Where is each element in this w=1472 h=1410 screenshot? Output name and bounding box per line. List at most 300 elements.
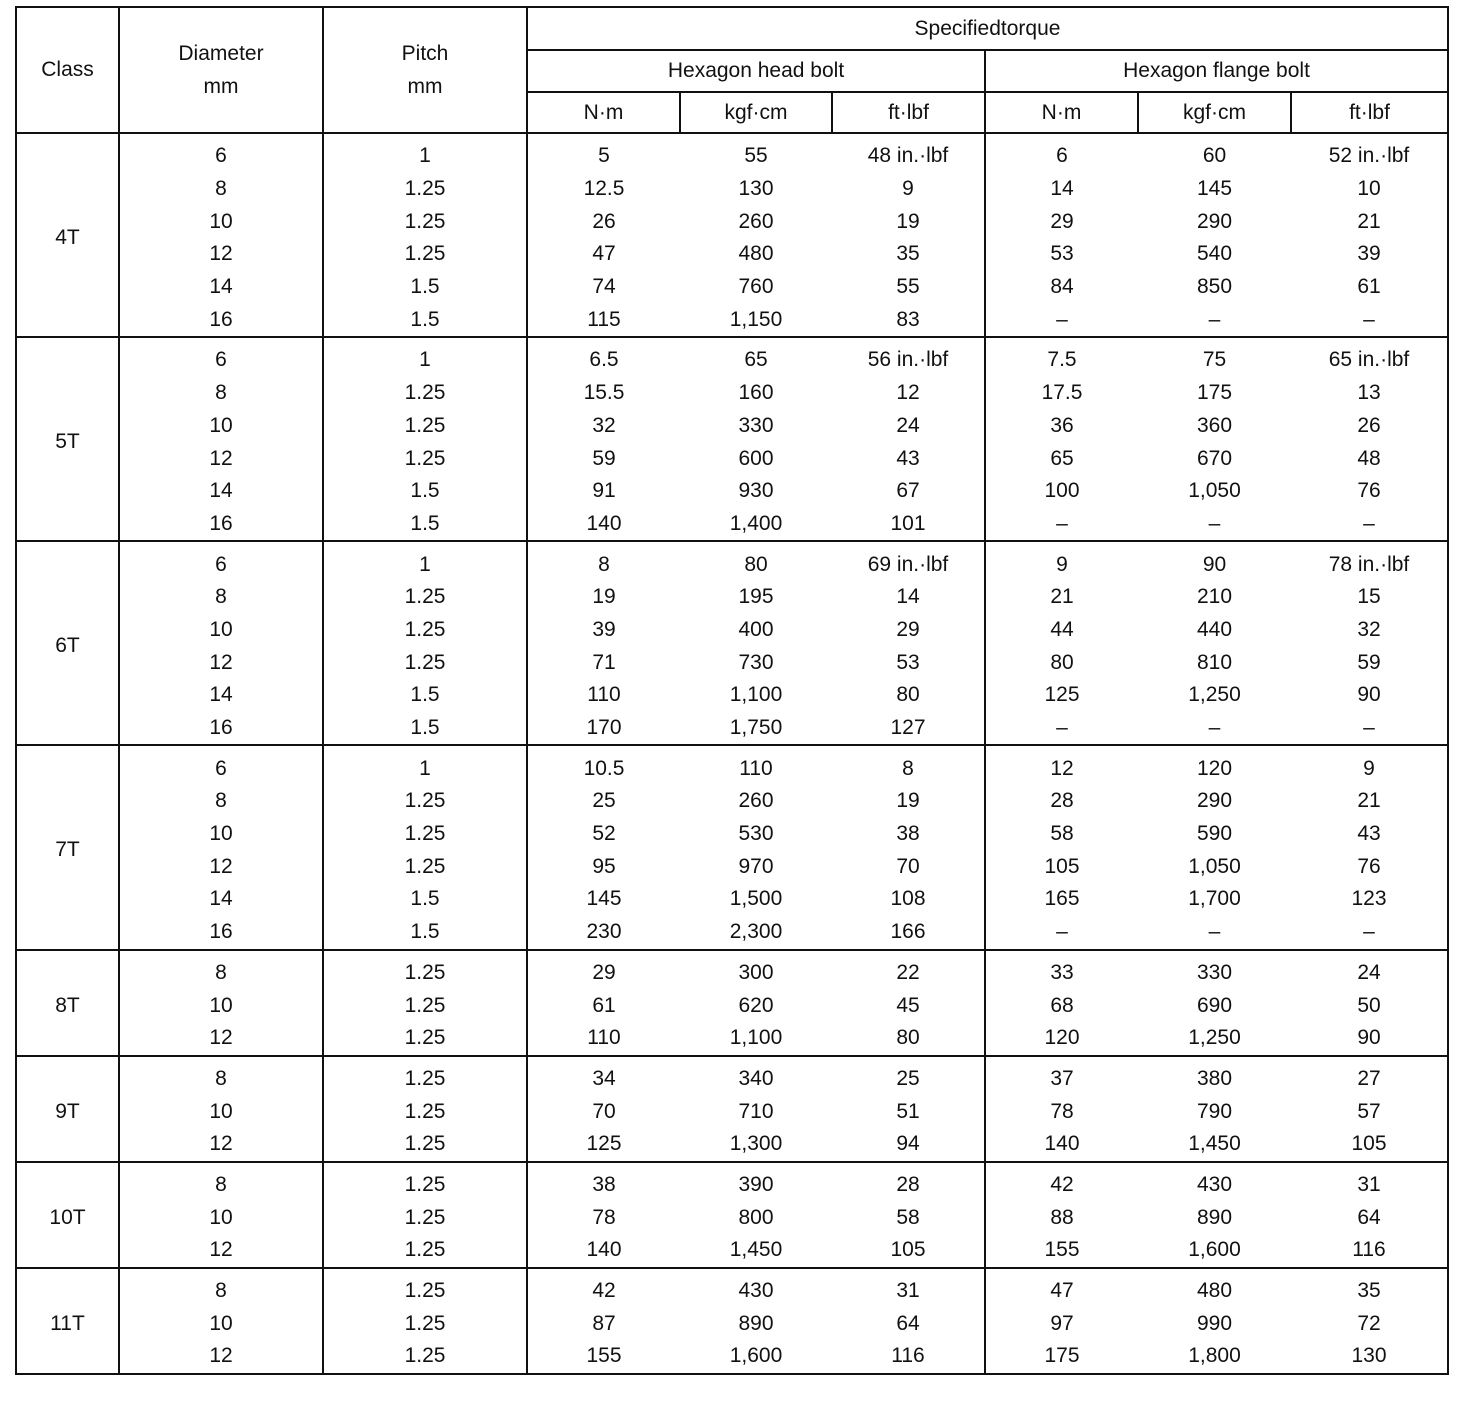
pitch-cell: 1.25 [323, 173, 527, 206]
pitch-cell: 1.25 [323, 850, 527, 883]
head-bolt-nm-cell: 25 [527, 785, 680, 818]
flange-bolt-ftlbf-cell: 48 [1291, 442, 1448, 475]
pitch-cell: 1.25 [323, 410, 527, 443]
head-bolt-nm-cell: 39 [527, 614, 680, 647]
flange-bolt-kgfcm-cell: 1,250 [1188, 683, 1241, 707]
table-row [16, 541, 1448, 581]
table-row [16, 712, 1448, 746]
table-row [16, 1234, 1448, 1268]
head-bolt-ftlbf-cell: 69 in.·lbf [832, 541, 985, 581]
head-bolt-nm-cell: 74 [527, 271, 680, 304]
diameter-cell: 10 [119, 1307, 323, 1340]
table-body [16, 133, 1448, 1374]
flange-bolt-ftlbf-cell: 21 [1291, 205, 1448, 238]
class-cell: 4T [16, 133, 119, 337]
head-bolt-kgfcm-cell: 800 [738, 1205, 774, 1229]
table-row [16, 950, 1448, 990]
flange-bolt-nm-cell: 84 [985, 271, 1138, 304]
flange-bolt-ftlbf-cell: 105 [1291, 1128, 1448, 1162]
head-bolt-kgfcm-cell: 1,150 [729, 307, 783, 331]
pitch-cell: 1.25 [323, 1022, 527, 1056]
head-bolt-kgfcm-cell: 300 [680, 950, 832, 990]
flange-bolt-ftlbf-cell: 123 [1291, 883, 1448, 916]
head-bolt-nm-cell: 8 [527, 541, 680, 581]
table-row [16, 785, 1448, 818]
table-row [16, 1307, 1448, 1340]
diameter-cell: 6 [119, 133, 323, 173]
table-row [16, 1162, 1448, 1202]
head-bolt-nm-cell: 42 [527, 1268, 680, 1308]
head-bolt-nm-cell: 32 [527, 410, 680, 443]
diameter-cell: 10 [119, 614, 323, 647]
flange-bolt-ftlbf-cell: – [1291, 712, 1448, 746]
flange-bolt-kgfcm-cell: 290 [1196, 789, 1233, 813]
flange-bolt-nm-cell: 97 [985, 1307, 1138, 1340]
flange-bolt-kgfcm-cell: 810 [1196, 650, 1233, 674]
class-cell: 7T [16, 745, 119, 949]
head-bolt-kgfcm-cell: 195 [738, 585, 774, 609]
head-bolt-ftlbf-cell: 64 [896, 1311, 920, 1335]
flange-bolt-nm-cell: 14 [985, 173, 1138, 206]
head-bolt-kgfcm-cell: 760 [738, 275, 774, 299]
flange-bolt-ftlbf-cell: – [1291, 303, 1448, 337]
flange-bolt-kgfcm-cell: 540 [1196, 242, 1233, 266]
table-row [16, 614, 1448, 647]
pitch-cell: 1.5 [323, 508, 527, 542]
flange-bolt-ftlbf-cell: 9 [1291, 745, 1448, 785]
table-row [16, 205, 1448, 238]
head-bolt-ftlbf-cell: 80 [896, 1026, 920, 1050]
head-bolt-ftlbf-cell: 127 [890, 716, 926, 740]
pitch-cell: 1.25 [323, 1307, 527, 1340]
pitch-cell: 1.25 [323, 1201, 527, 1234]
unit-header-flange-kgfcm: kgf·cm [1138, 92, 1291, 133]
pitch-header-label: Pitch [401, 42, 449, 65]
head-bolt-nm-cell: 15.5 [527, 377, 680, 410]
flange-bolt-ftlbf-cell: 15 [1291, 581, 1448, 614]
head-bolt-ftlbf-cell: 28 [832, 1162, 985, 1202]
head-bolt-ftlbf-cell: 22 [832, 950, 985, 990]
flange-bolt-kgfcm-cell: 1,800 [1138, 1340, 1291, 1374]
table-row [16, 1268, 1448, 1308]
pitch-cell: 1 [323, 337, 527, 377]
diameter-cell: 12 [119, 442, 323, 475]
class-cell: 5T [16, 337, 119, 541]
head-bolt-ftlbf-cell: 56 in.·lbf [832, 337, 985, 377]
head-bolt-kgfcm-cell: 1,500 [729, 887, 783, 911]
pitch-header-unit: mm [407, 75, 443, 98]
head-bolt-ftlbf-cell: 24 [896, 413, 920, 437]
flange-bolt-kgfcm-cell: 360 [1196, 413, 1233, 437]
table-row [16, 337, 1448, 377]
table-header [16, 7, 1448, 133]
pitch-cell: 1.5 [323, 883, 527, 916]
head-bolt-kgfcm-cell: 390 [680, 1162, 832, 1202]
head-bolt-kgfcm-cell: 2,300 [729, 920, 783, 944]
head-bolt-kgfcm-cell: 65 [680, 337, 832, 377]
hexagon-flange-bolt-header: Hexagon flange bolt [985, 50, 1448, 92]
head-bolt-ftlbf-cell: 116 [832, 1340, 985, 1374]
diameter-cell: 10 [119, 1095, 323, 1128]
flange-bolt-ftlbf-cell: 76 [1291, 850, 1448, 883]
head-bolt-kgfcm-cell: 1,100 [729, 1026, 783, 1050]
head-bolt-ftlbf-cell: 70 [896, 854, 920, 878]
flange-bolt-kgfcm-cell: 175 [1196, 381, 1233, 405]
flange-bolt-kgfcm-cell: 480 [1138, 1268, 1291, 1308]
head-bolt-nm-cell: 59 [527, 442, 680, 475]
head-bolt-nm-cell: 145 [527, 883, 680, 916]
diameter-header [119, 7, 323, 133]
head-bolt-ftlbf-cell: 83 [896, 307, 920, 331]
diameter-cell: 12 [119, 1022, 323, 1056]
head-bolt-nm-cell: 70 [527, 1095, 680, 1128]
head-bolt-kgfcm-cell: 1,100 [729, 683, 783, 707]
flange-bolt-kgfcm-cell: – [1208, 307, 1221, 331]
head-bolt-ftlbf-cell: 166 [890, 920, 926, 944]
flange-bolt-kgfcm-cell: – [1208, 511, 1221, 535]
table-row [16, 581, 1448, 614]
diameter-cell: 12 [119, 646, 323, 679]
diameter-cell: 6 [119, 745, 323, 785]
flange-bolt-kgfcm-cell: – [1208, 716, 1221, 740]
flange-bolt-nm-cell: 88 [985, 1201, 1138, 1234]
diameter-cell: 12 [119, 1340, 323, 1374]
pitch-cell: 1 [323, 541, 527, 581]
table-row [16, 1022, 1448, 1056]
table-row [16, 173, 1448, 206]
pitch-cell: 1.25 [323, 614, 527, 647]
table-row [16, 1201, 1448, 1234]
table-row [16, 133, 1448, 173]
pitch-cell: 1.25 [323, 989, 527, 1022]
flange-bolt-kgfcm-cell: 330 [1138, 950, 1291, 990]
pitch-cell: 1.25 [323, 205, 527, 238]
flange-bolt-nm-cell: 100 [985, 475, 1138, 508]
head-bolt-kgfcm-cell: 890 [738, 1311, 774, 1335]
flange-bolt-nm-cell: 125 [985, 679, 1138, 712]
pitch-cell: 1 [323, 745, 527, 785]
flange-bolt-ftlbf-cell: 39 [1291, 238, 1448, 271]
table-row [16, 271, 1448, 304]
head-bolt-ftlbf-cell: 9 [902, 177, 914, 201]
head-bolt-nm-cell: 230 [527, 916, 680, 950]
diameter-cell: 8 [119, 173, 323, 206]
table-row [16, 883, 1448, 916]
flange-bolt-kgfcm-cell: 590 [1196, 822, 1233, 846]
flange-bolt-kgfcm-cell: 290 [1196, 209, 1233, 233]
unit-header-flange-nm: N·m [985, 92, 1138, 133]
head-bolt-kgfcm-cell: 260 [738, 789, 774, 813]
flange-bolt-nm-cell: 21 [985, 581, 1138, 614]
head-bolt-kgfcm-cell: 530 [738, 822, 774, 846]
flange-bolt-ftlbf-cell: 78 in.·lbf [1291, 541, 1448, 581]
head-bolt-ftlbf-cell: 67 [896, 479, 920, 503]
head-bolt-kgfcm-cell: 55 [680, 133, 832, 173]
table-row [16, 238, 1448, 271]
flange-bolt-kgfcm-cell: 430 [1138, 1162, 1291, 1202]
head-bolt-nm-cell: 47 [527, 238, 680, 271]
diameter-cell: 12 [119, 238, 323, 271]
head-bolt-ftlbf-cell: 12 [896, 381, 920, 405]
flange-bolt-ftlbf-cell: 130 [1291, 1340, 1448, 1374]
diameter-cell: 8 [119, 1056, 323, 1096]
table-row [16, 646, 1448, 679]
flange-bolt-nm-cell: 33 [985, 950, 1138, 990]
head-bolt-nm-cell: 26 [527, 205, 680, 238]
flange-bolt-kgfcm-cell: 120 [1138, 745, 1291, 785]
head-bolt-kgfcm-cell: 730 [738, 650, 774, 674]
diameter-cell: 14 [119, 475, 323, 508]
head-bolt-kgfcm-cell: 430 [680, 1268, 832, 1308]
flange-bolt-nm-cell: 140 [985, 1128, 1138, 1162]
diameter-cell: 16 [119, 508, 323, 542]
diameter-cell: 6 [119, 337, 323, 377]
head-bolt-ftlbf-cell: 51 [896, 1099, 920, 1123]
pitch-cell: 1.25 [323, 1162, 527, 1202]
flange-bolt-ftlbf-cell: 61 [1291, 271, 1448, 304]
head-bolt-ftlbf-cell: 58 [896, 1205, 920, 1229]
head-bolt-ftlbf-cell: 53 [896, 650, 920, 674]
flange-bolt-nm-cell: 53 [985, 238, 1138, 271]
head-bolt-kgfcm-cell: 620 [738, 993, 774, 1017]
unit-header-flange-ftlbf: ft·lbf [1291, 92, 1448, 133]
diameter-cell: 8 [119, 1162, 323, 1202]
table-row [16, 989, 1448, 1022]
class-cell: 9T [16, 1056, 119, 1162]
head-bolt-kgfcm-cell: 1,400 [729, 511, 783, 535]
head-bolt-nm-cell: 5 [527, 133, 680, 173]
table-row [16, 1340, 1448, 1374]
flange-bolt-ftlbf-cell: 116 [1291, 1234, 1448, 1268]
head-bolt-nm-cell: 6.5 [527, 337, 680, 377]
head-bolt-nm-cell: 170 [527, 712, 680, 746]
flange-bolt-nm-cell: 165 [985, 883, 1138, 916]
head-bolt-ftlbf-cell: 105 [890, 1238, 926, 1262]
unit-header-head-kgfcm: kgf·cm [680, 92, 832, 133]
flange-bolt-ftlbf-cell: – [1291, 508, 1448, 542]
head-bolt-kgfcm-cell: 1,300 [729, 1132, 783, 1156]
head-bolt-nm-cell: 71 [527, 646, 680, 679]
diameter-cell: 12 [119, 850, 323, 883]
flange-bolt-nm-cell: 155 [985, 1234, 1138, 1268]
flange-bolt-kgfcm-cell: 990 [1196, 1311, 1233, 1335]
flange-bolt-kgfcm-cell: 890 [1196, 1205, 1233, 1229]
flange-bolt-kgfcm-cell: 380 [1138, 1056, 1291, 1096]
flange-bolt-nm-cell: – [985, 916, 1138, 950]
head-bolt-kgfcm-cell: 1,750 [729, 716, 783, 740]
head-bolt-nm-cell: 91 [527, 475, 680, 508]
flange-bolt-nm-cell: 29 [985, 205, 1138, 238]
pitch-cell: 1.25 [323, 581, 527, 614]
pitch-cell: 1.25 [323, 442, 527, 475]
flange-bolt-ftlbf-cell: 32 [1291, 614, 1448, 647]
table-row [16, 303, 1448, 337]
unit-header-head-ftlbf: ft·lbf [832, 92, 985, 133]
head-bolt-nm-cell: 125 [527, 1128, 680, 1162]
head-bolt-nm-cell: 19 [527, 581, 680, 614]
head-bolt-kgfcm-cell: 930 [738, 479, 774, 503]
pitch-cell: 1.25 [323, 1234, 527, 1268]
pitch-header [323, 7, 527, 133]
class-cell: 8T [16, 950, 119, 1056]
flange-bolt-kgfcm-cell: 850 [1196, 275, 1233, 299]
table-row [16, 1056, 1448, 1096]
table-row [16, 442, 1448, 475]
head-bolt-ftlbf-cell: 55 [896, 275, 920, 299]
pitch-cell: 1.5 [323, 712, 527, 746]
table-row [16, 508, 1448, 542]
head-bolt-kgfcm-cell: 260 [738, 209, 774, 233]
flange-bolt-nm-cell: 28 [985, 785, 1138, 818]
diameter-cell: 10 [119, 989, 323, 1022]
head-bolt-kgfcm-cell: 340 [680, 1056, 832, 1096]
diameter-cell: 8 [119, 377, 323, 410]
head-bolt-ftlbf-cell: 80 [896, 683, 920, 707]
hexagon-head-bolt-header: Hexagon head bolt [527, 50, 985, 92]
flange-bolt-ftlbf-cell: – [1291, 916, 1448, 950]
table-row [16, 1095, 1448, 1128]
table-row [16, 916, 1448, 950]
flange-bolt-nm-cell: 9 [985, 541, 1138, 581]
diameter-cell: 8 [119, 950, 323, 990]
flange-bolt-ftlbf-cell: 76 [1291, 475, 1448, 508]
head-bolt-nm-cell: 95 [527, 850, 680, 883]
pitch-cell: 1.25 [323, 818, 527, 851]
pitch-cell: 1.5 [323, 916, 527, 950]
flange-bolt-ftlbf-cell: 50 [1291, 989, 1448, 1022]
flange-bolt-nm-cell: – [985, 712, 1138, 746]
table-row [16, 410, 1448, 443]
pitch-cell: 1.25 [323, 1268, 527, 1308]
flange-bolt-ftlbf-cell: 21 [1291, 785, 1448, 818]
flange-bolt-nm-cell: 68 [985, 989, 1138, 1022]
head-bolt-kgfcm-cell: 1,600 [680, 1340, 832, 1374]
head-bolt-nm-cell: 155 [527, 1340, 680, 1374]
table-row [16, 377, 1448, 410]
table-row [16, 679, 1448, 712]
flange-bolt-nm-cell: 58 [985, 818, 1138, 851]
diameter-header-unit: mm [203, 75, 239, 98]
head-bolt-kgfcm-cell: 480 [738, 242, 774, 266]
pitch-cell: 1.25 [323, 377, 527, 410]
flange-bolt-ftlbf-cell: 24 [1291, 950, 1448, 990]
table-row [16, 745, 1448, 785]
diameter-cell: 14 [119, 271, 323, 304]
flange-bolt-kgfcm-cell: 790 [1196, 1099, 1233, 1123]
head-bolt-ftlbf-cell: 29 [896, 617, 920, 641]
flange-bolt-ftlbf-cell: 43 [1291, 818, 1448, 851]
table-row [16, 850, 1448, 883]
head-bolt-ftlbf-cell: 19 [896, 209, 920, 233]
flange-bolt-nm-cell: 36 [985, 410, 1138, 443]
head-bolt-ftlbf-cell: 38 [896, 822, 920, 846]
flange-bolt-ftlbf-cell: 65 in.·lbf [1291, 337, 1448, 377]
flange-bolt-ftlbf-cell: 52 in.·lbf [1291, 133, 1448, 173]
flange-bolt-nm-cell: 6 [985, 133, 1138, 173]
head-bolt-ftlbf-cell: 108 [890, 887, 926, 911]
diameter-cell: 16 [119, 303, 323, 337]
diameter-cell: 16 [119, 712, 323, 746]
diameter-cell: 10 [119, 1201, 323, 1234]
flange-bolt-nm-cell: 17.5 [985, 377, 1138, 410]
flange-bolt-kgfcm-cell: 440 [1196, 617, 1233, 641]
head-bolt-ftlbf-cell: 101 [890, 511, 926, 535]
flange-bolt-kgfcm-cell: – [1208, 920, 1221, 944]
head-bolt-ftlbf-cell: 35 [896, 242, 920, 266]
head-bolt-kgfcm-cell: 1,450 [729, 1238, 783, 1262]
flange-bolt-nm-cell: 175 [985, 1340, 1138, 1374]
flange-bolt-ftlbf-cell: 13 [1291, 377, 1448, 410]
flange-bolt-ftlbf-cell: 26 [1291, 410, 1448, 443]
torque-specification-table [15, 6, 1449, 1375]
head-bolt-nm-cell: 29 [527, 950, 680, 990]
head-bolt-kgfcm-cell: 600 [738, 446, 774, 470]
head-bolt-ftlbf-cell: 25 [832, 1056, 985, 1096]
flange-bolt-nm-cell: 78 [985, 1095, 1138, 1128]
flange-bolt-kgfcm-cell: 1,250 [1188, 1026, 1241, 1050]
diameter-cell: 12 [119, 1234, 323, 1268]
diameter-cell: 14 [119, 883, 323, 916]
pitch-cell: 1.25 [323, 950, 527, 990]
diameter-header-label: Diameter [178, 42, 264, 65]
head-bolt-kgfcm-cell: 80 [680, 541, 832, 581]
flange-bolt-kgfcm-cell: 1,450 [1188, 1132, 1241, 1156]
flange-bolt-ftlbf-cell: 90 [1291, 1022, 1448, 1056]
flange-bolt-nm-cell: 42 [985, 1162, 1138, 1202]
head-bolt-kgfcm-cell: 400 [738, 617, 774, 641]
flange-bolt-kgfcm-cell: 690 [1196, 993, 1233, 1017]
flange-bolt-nm-cell: 120 [985, 1022, 1138, 1056]
pitch-cell: 1.25 [323, 1095, 527, 1128]
diameter-cell: 8 [119, 785, 323, 818]
flange-bolt-kgfcm-cell: 90 [1138, 541, 1291, 581]
head-bolt-kgfcm-cell: 710 [738, 1099, 774, 1123]
diameter-cell: 10 [119, 205, 323, 238]
flange-bolt-kgfcm-cell: 60 [1138, 133, 1291, 173]
pitch-cell: 1.25 [323, 1056, 527, 1096]
flange-bolt-kgfcm-cell: 1,050 [1188, 854, 1241, 878]
head-bolt-ftlbf-cell: 48 in.·lbf [832, 133, 985, 173]
head-bolt-nm-cell: 140 [527, 508, 680, 542]
flange-bolt-ftlbf-cell: 59 [1291, 646, 1448, 679]
diameter-cell: 10 [119, 818, 323, 851]
head-bolt-ftlbf-cell: 45 [896, 993, 920, 1017]
head-bolt-nm-cell: 110 [527, 1022, 680, 1056]
flange-bolt-nm-cell: 44 [985, 614, 1138, 647]
flange-bolt-nm-cell: 37 [985, 1056, 1138, 1096]
pitch-cell: 1 [323, 133, 527, 173]
head-bolt-nm-cell: 115 [527, 303, 680, 337]
diameter-cell: 8 [119, 581, 323, 614]
flange-bolt-kgfcm-cell: 75 [1138, 337, 1291, 377]
unit-header-head-nm: N·m [527, 92, 680, 133]
head-bolt-ftlbf-cell: 94 [896, 1132, 920, 1156]
flange-bolt-ftlbf-cell: 10 [1291, 173, 1448, 206]
pitch-cell: 1.5 [323, 303, 527, 337]
flange-bolt-nm-cell: 12 [985, 745, 1138, 785]
flange-bolt-ftlbf-cell: 31 [1291, 1162, 1448, 1202]
diameter-cell: 16 [119, 916, 323, 950]
flange-bolt-kgfcm-cell: 670 [1196, 446, 1233, 470]
flange-bolt-nm-cell: 7.5 [985, 337, 1138, 377]
flange-bolt-kgfcm-cell: 210 [1196, 585, 1233, 609]
flange-bolt-nm-cell: 65 [985, 442, 1138, 475]
head-bolt-ftlbf-cell: 8 [832, 745, 985, 785]
flange-bolt-kgfcm-cell: 1,600 [1188, 1238, 1241, 1262]
head-bolt-nm-cell: 87 [527, 1307, 680, 1340]
class-header: Class [16, 7, 119, 133]
head-bolt-kgfcm-cell: 160 [738, 381, 774, 405]
